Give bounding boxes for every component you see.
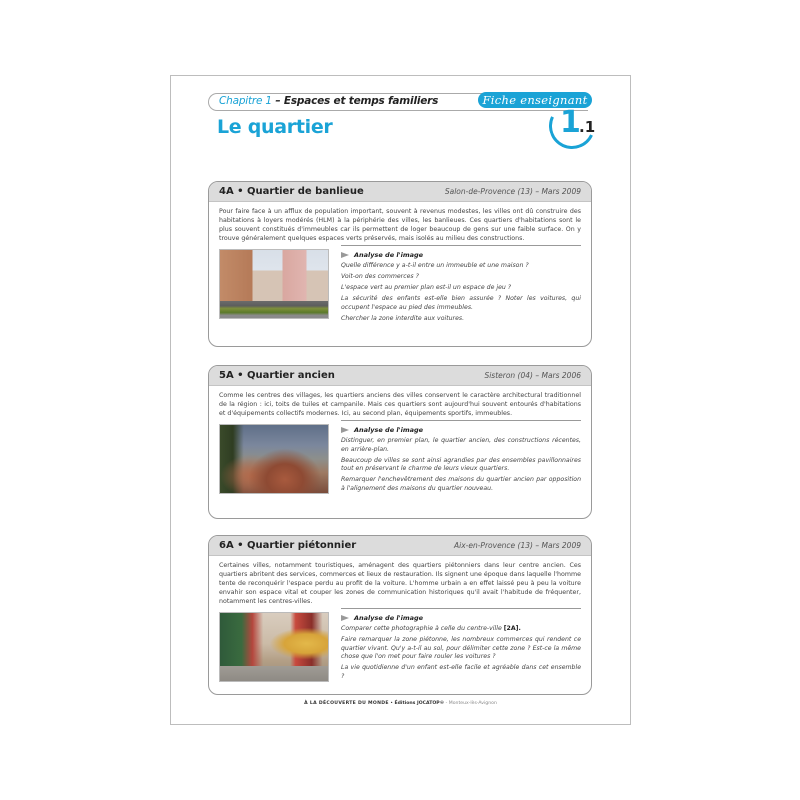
section-header: [209, 182, 591, 202]
photo-quartier-pietonnier: [219, 612, 329, 682]
image-analysis: [341, 245, 581, 326]
analysis-heading: [341, 614, 581, 622]
section-intro: Certaines villes, notamment touristiques, aménagent des quartiers piétonniers dans leur centre ancien. Ces quartiers abritent des services, commerces et lieux de restauration. Ils signent une époque dans laquelle l'homme tente de reconquérir l'espace perdu au profit de la voiture. L'homme urbain a en effet laissé peu à peu la voiture envahir son espace vital et couper les zones de communication historiques qu'il avait l'habitude de fréquenter, notamment les centres-villes.: [219, 562, 581, 605]
question: [341, 625, 581, 634]
footer-location: - Monteux-lès-Avignon: [444, 701, 497, 706]
chapter-subtitle: – Espaces et temps familiers: [271, 95, 439, 107]
section-intro: Comme les centres des villages, les quartiers anciens des villes conservent le caractère architectural traditionnel de la région : ici, toits de tuiles et campanile. Mais ces quartiers sont aujourd'hui souvent entourés d'habitations et d'équipements collectifs modernes. Ici, au second plan, équipements sportifs, immeubles.: [219, 392, 581, 417]
analysis-title: Analyse de l'image: [354, 614, 424, 622]
section-title: 6A • Quartier piétonnier: [219, 540, 357, 551]
section-title: 4A • Quartier de banlieue: [219, 186, 364, 197]
section-location-date: Sisteron (04) – Mars 2006: [484, 371, 581, 380]
section-5a: [208, 365, 592, 519]
section-title: 5A • Quartier ancien: [219, 370, 335, 381]
section-header: [209, 366, 591, 386]
arrow-right-icon: [341, 615, 349, 621]
question: Remarquer l'enchevêtrement des maisons du quartier ancien par opposition à l'alignement des maisons du quartier nouveau.: [341, 476, 581, 492]
section-4a: [208, 181, 592, 347]
analysis-heading: [341, 251, 581, 259]
chapter-number-badge: [549, 103, 595, 149]
arrow-right-icon: [341, 252, 349, 258]
analysis-heading: [341, 426, 581, 434]
question: L'espace vert au premier plan est-il un espace de jeu ?: [341, 284, 512, 291]
footer-separator: •: [388, 701, 395, 706]
sheet-number: .1: [579, 118, 596, 136]
chapter-number: 1: [560, 105, 581, 140]
teacher-sheet-badge: Fiche enseignant: [478, 92, 592, 108]
section-6a: [208, 535, 592, 695]
arrow-right-icon: [341, 427, 349, 433]
question: La vie quotidienne d'un enfant est-elle facile et agréable dans cet ensemble ?: [341, 664, 581, 680]
photo-quartier-ancien: [219, 424, 329, 494]
question-text: Comparer cette photographie à celle du centre-ville: [341, 625, 504, 632]
image-analysis: [341, 420, 581, 496]
analysis-title: Analyse de l'image: [354, 426, 424, 434]
analysis-title: Analyse de l'image: [354, 251, 424, 259]
worksheet-page: [170, 75, 631, 725]
footer-publisher: Éditions JOCATOP®: [394, 701, 445, 706]
figure-reference: [2A].: [503, 625, 521, 632]
section-location-date: Aix-en-Provence (13) – Mars 2009: [454, 541, 581, 550]
page-title: Le quartier: [217, 116, 333, 138]
page-footer: [171, 701, 630, 706]
question: Quelle différence y a-t-il entre un immeuble et une maison ?: [341, 262, 529, 269]
chapter-heading: [219, 95, 438, 107]
footer-collection: À LA DÉCOUVERTE DU MONDE: [304, 701, 389, 706]
image-analysis: [341, 608, 581, 684]
section-intro: Pour faire face à un afflux de population important, souvent à revenus modestes, les villes ont dû construire des habitations à loyers modérés (HLM) à la périphérie des villes, les banlieues. Ces quartiers d'habitations sont le plus souvent constitués d'immeubles car ils permettent de loger beaucoup de gens sur une faible surface. On y trouve généralement quelques espaces verts préservés, mais isolés au milieu des constructions.: [219, 208, 581, 242]
chapter-label: Chapitre 1: [219, 95, 272, 107]
question: Beaucoup de villes se sont ainsi agrandies par des ensembles pavillonnaires tout en préservant le charme de leurs vieux quartiers.: [341, 456, 581, 472]
section-header: [209, 536, 591, 556]
question: Distinguer, en premier plan, le quartier ancien, des constructions récentes, en arrière-plan.: [341, 437, 581, 453]
question: La sécurité des enfants est-elle bien assurée ? Noter les voitures, qui occupent l'espace au pied des immeubles.: [341, 295, 581, 311]
photo-banlieue: [219, 249, 329, 319]
question: Faire remarquer la zone piétonne, les nombreux commerces qui rendent ce quartier vivant. Qu'y a-t-il au sol, pour délimiter cette zone ? Est-ce la même chose que l'on met pour faire rouler les voitures ?: [341, 636, 581, 660]
question: Voit-on des commerces ?: [341, 273, 419, 280]
section-location-date: Salon-de-Provence (13) – Mars 2009: [444, 187, 581, 196]
question: Chercher la zone interdite aux voitures.: [341, 314, 465, 322]
